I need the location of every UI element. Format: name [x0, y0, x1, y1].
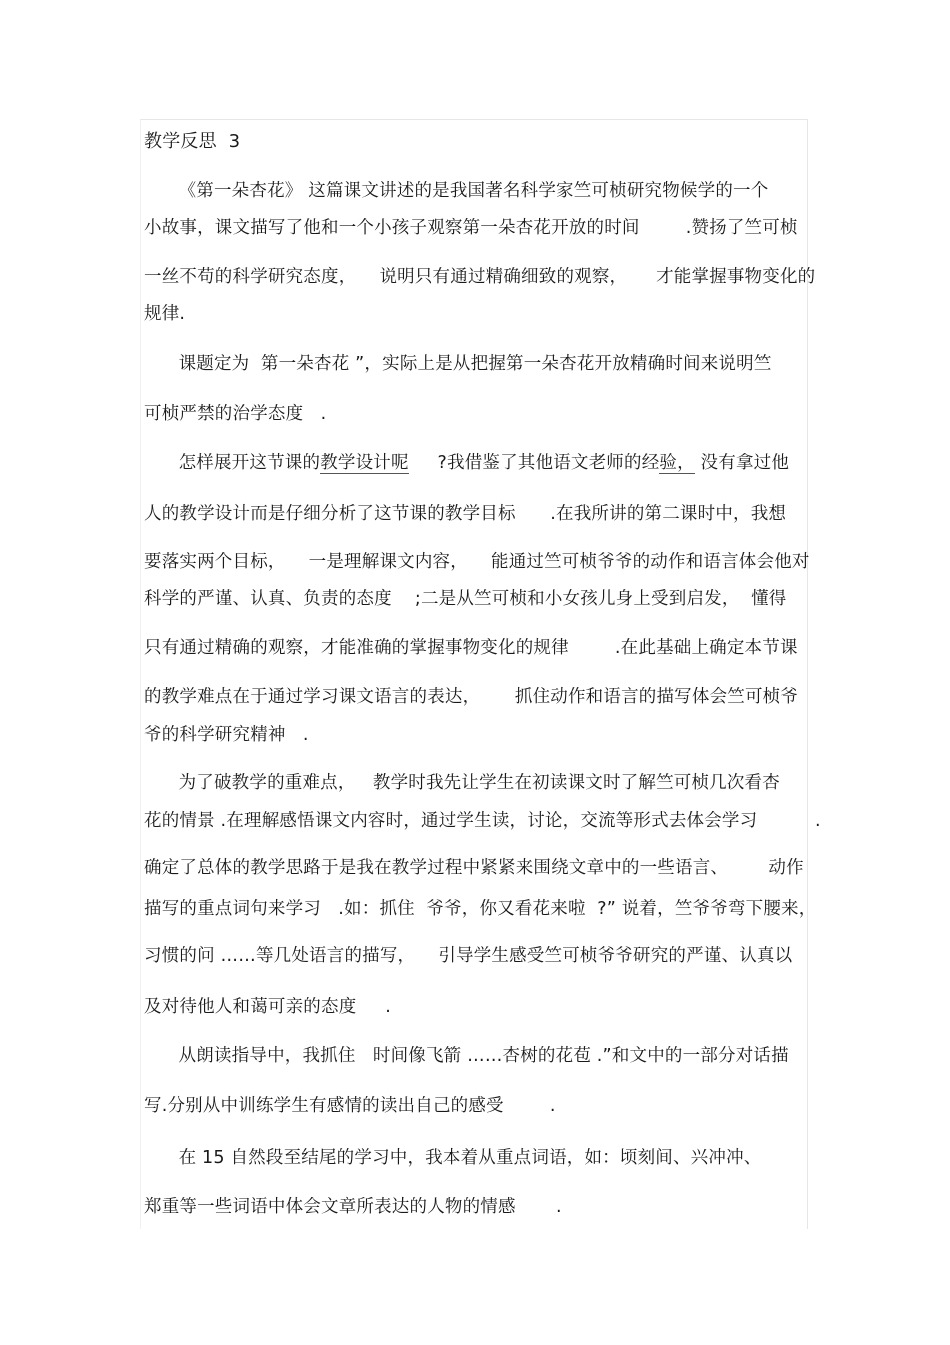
paragraph-line: 描写的重点词句来学习 .如：抓住 爷爷，你又看花来啦 ?” 说着，竺爷爷弯下腰来，	[144, 899, 817, 919]
paragraph-line: 只有通过精确的观察，才能准确的掌握事物变化的规律 .在此基础上确定本节课	[144, 638, 798, 658]
paragraph-line: 一丝不苟的科学研究态度， 说明只有通过精确细致的观察， 才能掌握事物变化的	[144, 267, 816, 287]
paragraph-line: 《第一朵杏花》 这篇课文讲述的是我国著名科学家竺可桢研究物候学的一个	[144, 181, 769, 201]
underlined-text: 验，	[659, 453, 695, 473]
underlined-text: 教学设计呢	[320, 453, 409, 473]
paragraph-line: 及对待他人和蔼可亲的态度 .	[144, 997, 391, 1017]
paragraph-line: 的教学难点在于通过学习课文语言的表达， 抓住动作和语言的描写体会竺可桢爷	[144, 687, 799, 707]
paragraph-line: 花的情景 .在理解感悟课文内容时，通过学生读，讨论，交流等形式去体会学习 .	[144, 811, 821, 831]
paragraph-line: 科学的严谨、认真、负责的态度 ;二是从竺可桢和小女孩儿身上受到启发， 懂得	[144, 589, 787, 609]
paragraph-line: 要落实两个目标， 一是理解课文内容， 能通过竺可桢爷爷的动作和语言体会他对	[144, 552, 810, 572]
paragraph-line: 确定了总体的教学思路于是我在教学过程中紧紧来围绕文章中的一些语言、 动作	[144, 858, 804, 878]
paragraph-text: 没有拿过他	[694, 453, 790, 473]
paragraph-line: 爷的科学研究精神 .	[144, 725, 309, 745]
paragraph-line: 郑重等一些词语中体会文章所表达的人物的情感 .	[144, 1197, 562, 1217]
paragraph-text: ?我借鉴了其他语文老师的经	[408, 453, 660, 473]
paragraph-line: 为了破教学的重难点， 教学时我先让学生在初读课文时了解竺可桢几次看杏	[144, 773, 780, 793]
paragraph-line: 写.分别从中训练学生有感情的读出自己的感受 .	[144, 1096, 556, 1116]
document-title: 教学反思 3	[144, 131, 241, 152]
paragraph-line: 规律.	[144, 304, 186, 324]
paragraph-line: 课题定为 第一朵杏花 ”，实际上是从把握第一朵杏花开放精确时间来说明竺	[144, 354, 772, 374]
paragraph-line: 习惯的问 ……等几处语言的描写， 引导学生感受竺可桢爷爷研究的严谨、认真以	[144, 946, 793, 966]
paragraph-line: 从朗读指导中，我抓住 时间像飞箭 ……杏树的花苞 .”和文中的一部分对话描	[144, 1046, 789, 1066]
paragraph-line-underlined	[144, 452, 789, 474]
paragraph-line: 可桢严禁的治学态度 .	[144, 404, 327, 424]
paragraph-line: 人的教学设计而是仔细分析了这节课的教学目标 .在我所讲的第二课时中，我想	[144, 504, 787, 524]
paragraph-line: 在 15 自然段至结尾的学习中，我本着从重点词语，如：顷刻间、兴冲冲、	[144, 1148, 762, 1168]
paragraph-line: 小故事，课文描写了他和一个小孩子观察第一朵杏花开放的时间 .赞扬了竺可桢	[144, 218, 798, 238]
paragraph-text: 怎样展开这节课的	[144, 453, 321, 473]
